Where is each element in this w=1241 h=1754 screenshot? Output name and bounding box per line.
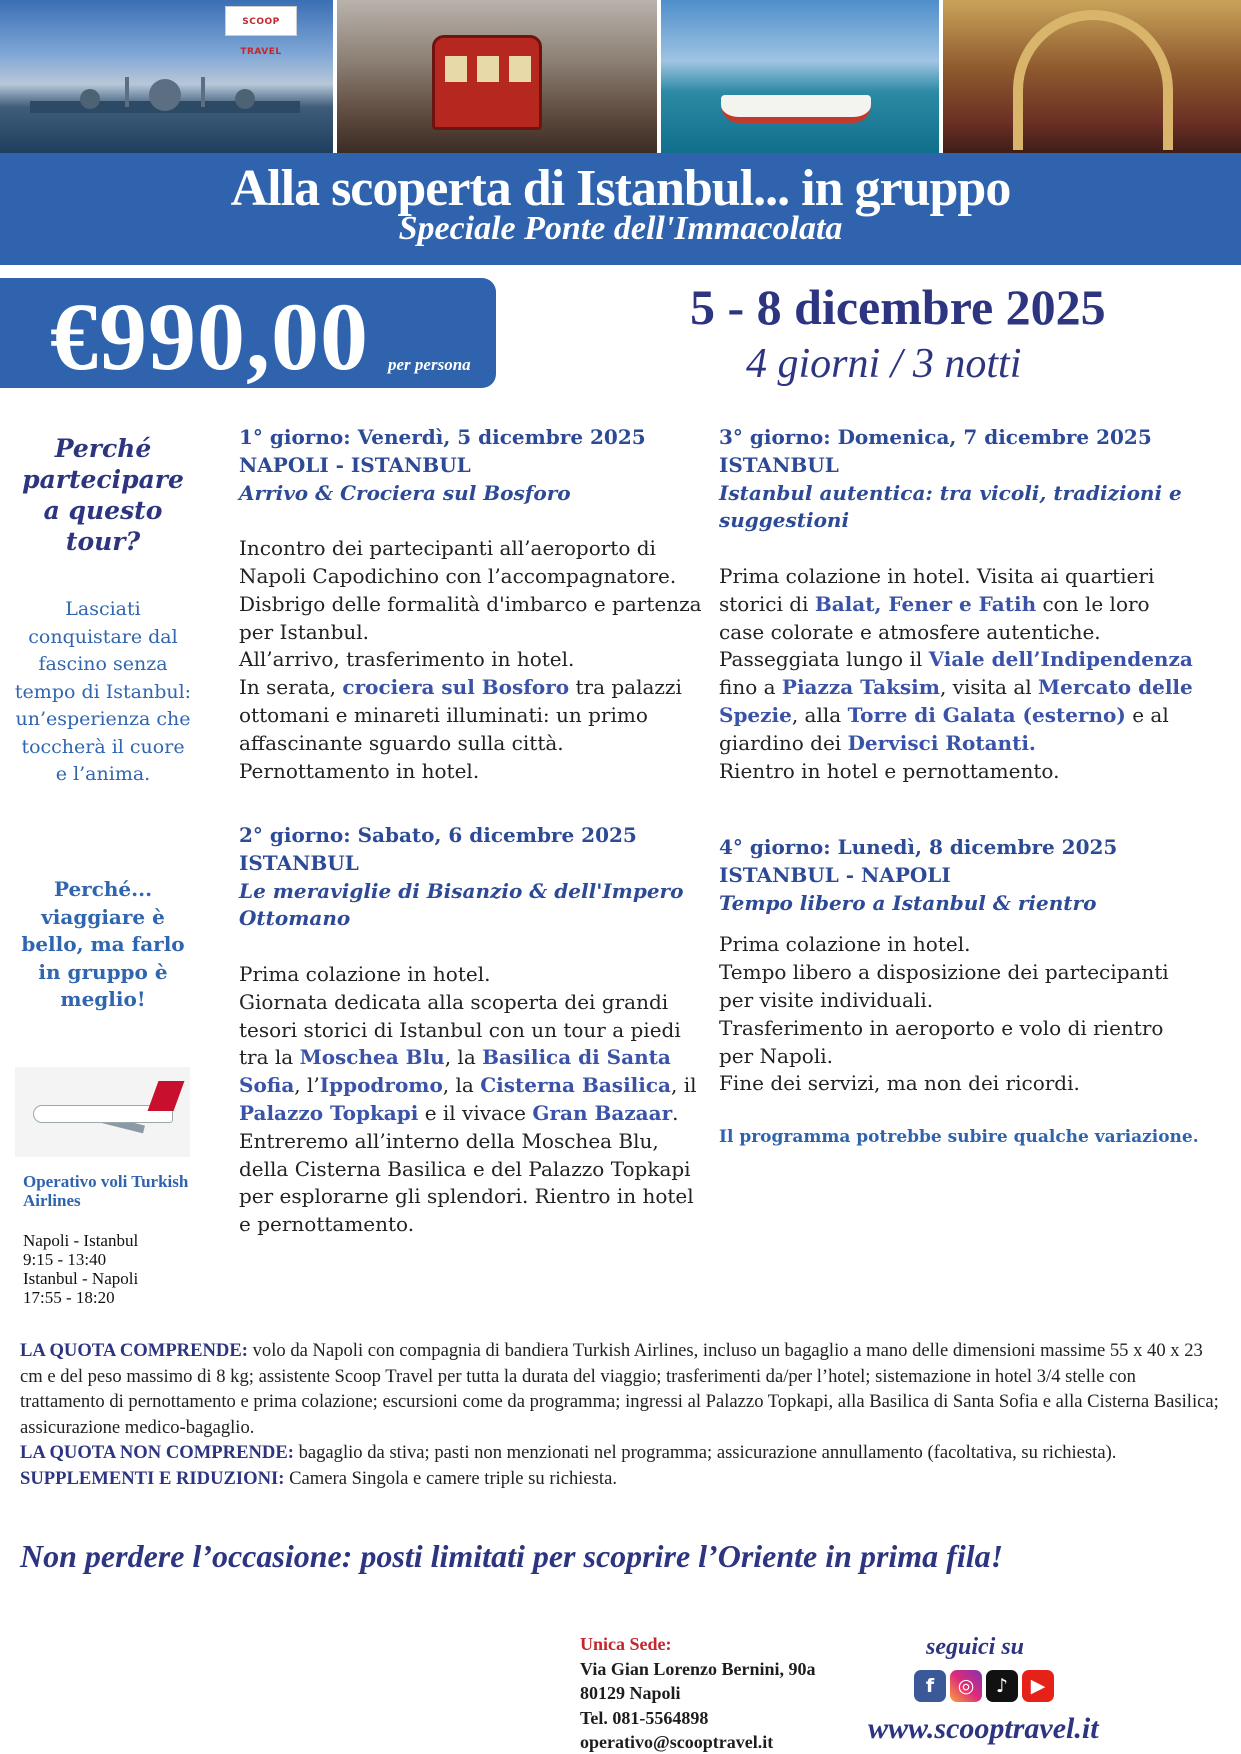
program-note: Il programma potrebbe subire qualche variazione. (719, 1127, 1199, 1147)
day-1: 1° giorno: Venerdì, 5 dicembre 2025 NAPOLI - ISTANBUL Arrivo & Crociera sul Bosforo Incontro dei partecipanti all’aeroporto di Napoli Capodichino con l’accompagnatore. Disbrigo delle formalità d'imbarco e partenza per Istanbul. All’arrivo, trasferimento in hotel. In serata, crociera sul Bosforo tra palazzi ottomani e minareti illuminati: un primo affascinante sguardo sulla città. Pernottamento in hotel. (239, 425, 702, 783)
day-3: 3° giorno: Domenica, 7 dicembre 2025 ISTANBUL Istanbul autentica: tra vicoli, tradizioni e suggestioni Prima colazione in hotel. Visita ai quartieri storici di Balat, Fener e Fatih con le loro case colorate e atmosfere autentiche. Passeggiata lungo il Viale dell’Indipendenza fino a Piazza Taksim, visita al Mercato delle Spezie, alla Torre di Galata (esterno) e al giardino dei Dervisci Rotanti. Rientro in hotel e pernottamento. (719, 425, 1193, 783)
day-2: 2° giorno: Sabato, 6 dicembre 2025 ISTANBUL Le meraviglie di Bisanzio & dell'Impero Ottomano Prima colazione in hotel. Giornata dedicata alla scoperta dei grandi tesori storici di Istanbul con un tour a piedi tra la Moschea Blu, la Basilica di Santa Sofia, l’Ippodromo, la Cisterna Basilica, il Palazzo Topkapi e il vivace Gran Bazaar. Entreremo all’interno della Moschea Blu, della Cisterna Basilica e del Palazzo Topkapi per esplorarne gli splendori. Rientro in hotel e pernottamento. (239, 823, 697, 1237)
photo-istanbul-skyline (0, 0, 333, 153)
social-icons (914, 1670, 1054, 1702)
trip-dates: 5 - 8 dicembre 2025 (690, 279, 1106, 335)
price-amount: €990,00 (50, 283, 369, 390)
tram-graphic (432, 35, 542, 130)
facebook-icon[interactable]: f (914, 1670, 946, 1702)
flight-ops-title: Operativo voli Turkish Airlines (23, 1172, 189, 1210)
bazaar-arch-graphic (1013, 10, 1173, 150)
photo-grand-bazaar (943, 0, 1241, 153)
tiktok-icon[interactable]: ♪ (986, 1670, 1018, 1702)
trip-duration: 4 giorni / 3 notti (746, 341, 1022, 387)
youtube-icon[interactable]: ▶ (1022, 1670, 1054, 1702)
call-to-action: Non perdere l’occasione: posti limitati per scoprire l’Oriente in prima fila! (20, 1538, 1004, 1574)
photo-bosphorus-ferry (661, 0, 939, 153)
phone-number[interactable]: Tel. 081-5564898 (580, 1707, 709, 1728)
mosque-skyline-graphic (30, 73, 300, 113)
quota-info: LA QUOTA COMPRENDE: volo da Napoli con compagnia di bandiera Turkish Airlines, incluso un bagaglio a mano delle dimensioni massime 55 x 40 x 23 cm e del peso massimo di 8 kg; assistente Scoop Travel per tutta la durata del viaggio; trasferimenti da/per l’hotel; sistemazione in hotel 3/4 stelle con trattamento di pernottamento e prima colazione; escursioni come da programma; ingressi al Palazzo Topkapi, alla Basilica di Santa Sofia e alla Cisterna Basilica; assicurazione medico-bagaglio. LA QUOTA NON COMPRENDE: bagaglio da stiva; pasti non menzionati nel programma; assicurazione annullamento (facoltativa, su richiesta). SUPPLEMENTI E RIDUZIONI: Camera Singola e camere triple su richiesta. (20, 1340, 1219, 1489)
airplane-image (15, 1067, 190, 1157)
follow-label: seguici su (926, 1634, 1025, 1660)
ferry-graphic (721, 95, 871, 123)
sidebar-question: Perché partecipare a questo tour? (22, 434, 184, 556)
website-link[interactable]: www.scooptravel.it (868, 1712, 1099, 1745)
email-link[interactable]: operativo@scooptravel.it (580, 1732, 774, 1752)
page-title: Alla scoperta di Istanbul... in gruppo (230, 160, 1011, 217)
price-box (0, 278, 496, 388)
flight-times: Napoli - Istanbul 9:15 - 13:40 Istanbul - Napoli 17:55 - 18:20 (23, 1231, 139, 1307)
price-per-person: per persona (388, 355, 471, 374)
scoop-travel-logo: SCOOP TRAVEL (225, 6, 297, 36)
photo-tram (337, 0, 657, 153)
sidebar-motto: Perché... viaggiare è bello, ma farlo in gruppo è meglio! (21, 877, 185, 1011)
day-4: 4° giorno: Lunedì, 8 dicembre 2025 ISTANBUL - NAPOLI Tempo libero a Istanbul & rientro Prima colazione in hotel. Tempo libero a disposizione dei partecipanti per visite individuali. Trasferimento in aeroporto e volo di rientro per Napoli. Fine dei servizi, ma non dei ricordi. (719, 835, 1169, 1096)
page-subtitle: Speciale Ponte dell'Immacolata (398, 210, 843, 247)
sidebar-pitch: Lasciati conquistare dal fascino senza tempo di Istanbul: un’esperienza che toccherà il cuore e l’anima. (14, 598, 192, 785)
instagram-icon[interactable]: ◎ (950, 1670, 982, 1702)
contact-block: Unica Sede: Via Gian Lorenzo Bernini, 90a 80129 Napoli Tel. 081-5564898 operativo@scooptravel.it (580, 1632, 816, 1754)
title-band (0, 153, 1241, 265)
